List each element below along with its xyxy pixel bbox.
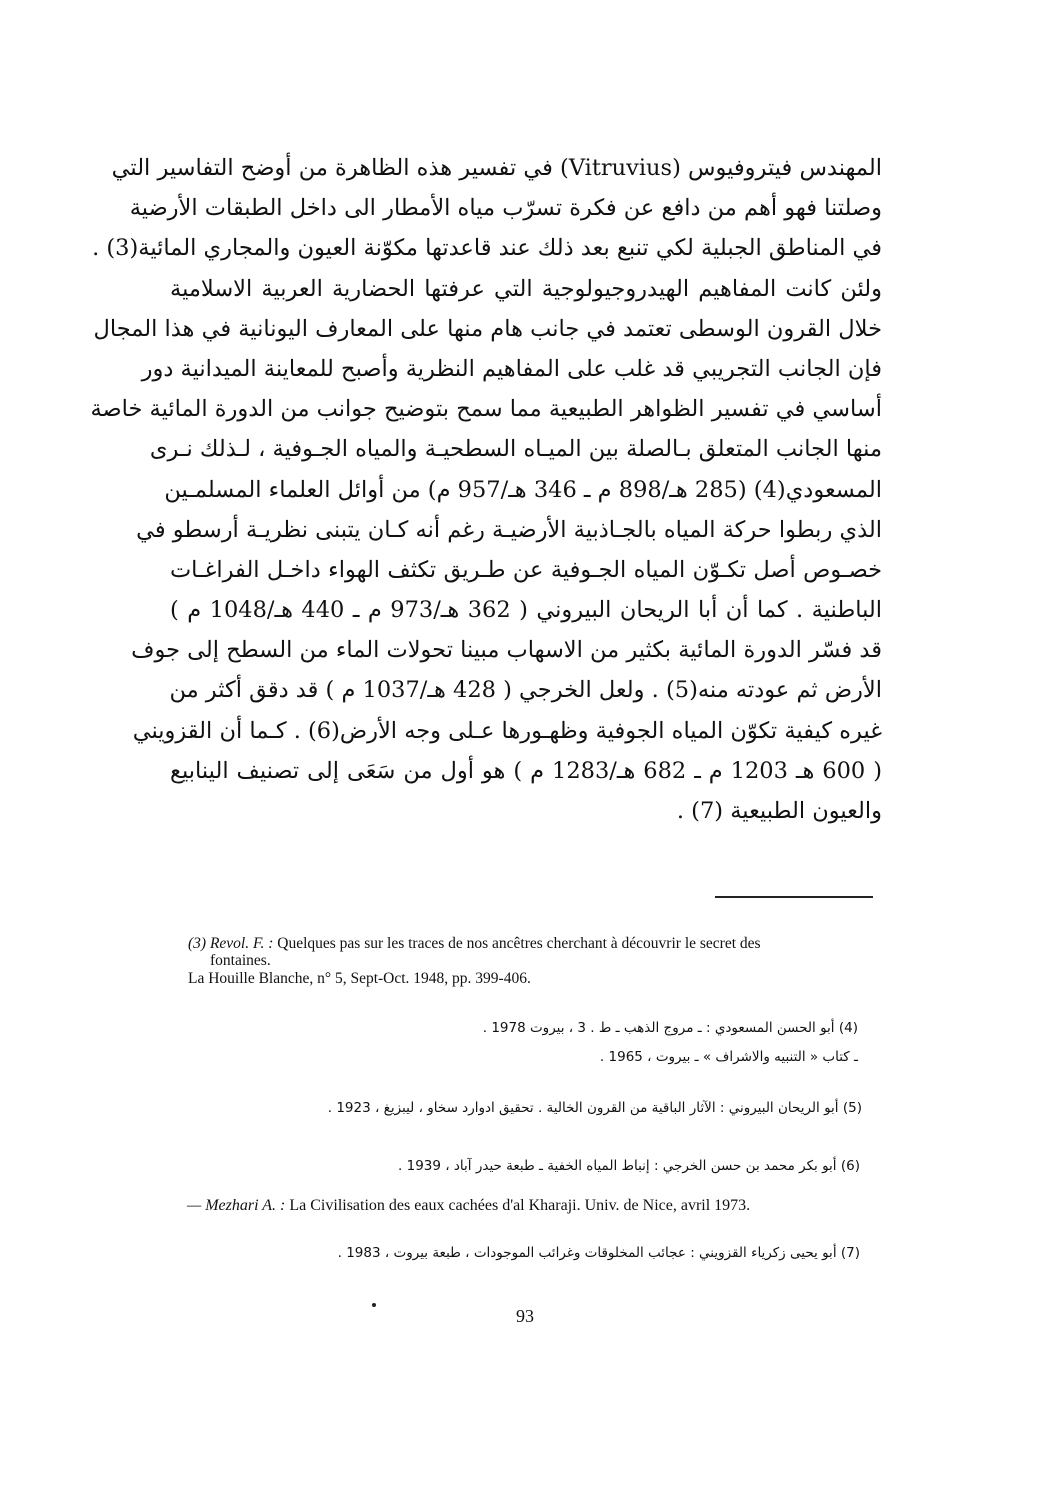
body-line: قد فسّر الدورة المائية بكثير من الاسهاب مبينا تحولات الماء من السطح إلى جوف xyxy=(131,637,882,664)
footnote-3-author: (3) Revol. F. : xyxy=(188,935,274,952)
footnote-5: (5) أبو الريحان البيروني : الآثار الباقية من القرون الخالية . تحقيق ادوارد سخاو ، ليبزيغ ، 1923 . xyxy=(327,1100,862,1116)
footnote-6: (6) أبو بكر محمد بن حسن الخرجي : إنباط المياه الخفية ـ طبعة حيدر آباد ، 1939 . xyxy=(398,1158,860,1174)
body-line: الأرض ثم عودته منه(5) . ولعل الخرجي ( 428 هـ/1037 م ) قد دقق أكثر من xyxy=(169,677,882,704)
footnote-6-latin-title: La Civilisation des eaux cachées d'al Kharaji. Univ. de Nice, avril 1973. xyxy=(285,1197,751,1214)
footnote-6-latin-author: — Mezhari A. : xyxy=(187,1197,286,1214)
body-line: أساسي في تفسير الظواهر الطبيعية مما سمح بتوضيح جوانب من الدورة المائية خاصة xyxy=(90,396,882,423)
body-line: الباطنية . كما أن أبا الريحان البيروني ( 362 هـ/973 م ـ 440 هـ/1048 م ) xyxy=(170,597,882,624)
body-line: في المناطق الجبلية لكي تنبع بعد ذلك عند قاعدتها مكوّنة العيون والمجاري المائية(3) . xyxy=(92,235,882,262)
body-line: المهندس فيتروفيوس (Vitruvius) في تفسير هذه الظاهرة من أوضح التفاسير التي xyxy=(111,155,882,181)
footnote-3-line-1 xyxy=(188,935,888,952)
footnote-4-line-1: (4) أبو الحسن المسعودي : ـ مروج الذهب ـ ط . 3 ، بيروت 1978 . xyxy=(482,1020,858,1036)
body-text xyxy=(90,148,882,831)
footnote-3-line-3: La Houille Blanche, n° 5, Sept-Oct. 1948, pp. 399-406. xyxy=(188,970,531,987)
body-line: خلال القرون الوسطى تعتمد في جانب هام منها على المعارف اليونانية في هذا المجال xyxy=(93,315,882,342)
footnote-3-line-2: fontaines. xyxy=(210,952,271,969)
footnote-6-latin xyxy=(187,1196,750,1216)
page-number: 93 xyxy=(516,1306,534,1326)
footnote-separator xyxy=(715,896,873,898)
footnote-3-title: Quelques pas sur les traces de nos ancêtres cherchant à découvrir le secret des xyxy=(273,935,761,952)
body-line: والعيون الطبيعية (7) . xyxy=(676,798,882,824)
body-line: الذي ربطوا حركة المياه بالجـاذبية الأرضيـة رغم أنه كـان يتبنى نظريـة أرسطو في xyxy=(136,516,882,543)
body-line: المسعودي(4) (285 هـ/898 م ـ 346 هـ/957 م) من أوائل العلماء المسلمـين xyxy=(164,476,882,503)
footnote-7: (7) أبو يحيى زكرياء القزويني : عجائب المخلوقات وغرائب الموجودات ، طبعة بيروت ، 1983 . xyxy=(337,1245,860,1261)
body-line: غيره كيفية تكوّن المياه الجوفية وظهـورها عـلى وجه الأرض(6) . كـما أن القزويني xyxy=(132,717,882,744)
body-line: خصـوص أصل تكـوّن المياه الجـوفية عن طـريق تكثف الهواء داخـل الفراغـات xyxy=(170,556,882,583)
body-line: وصلتنا فهو أهم من دافع عن فكرة تسرّب مياه الأمطار الى داخل الطبقات الأرضية xyxy=(129,195,882,222)
body-line: ( 600 هـ 1203 م ـ 682 هـ/1283 م ) هو أول من سَعَى إلى تصنيف الينابيع xyxy=(170,757,882,784)
body-line: منها الجانب المتعلق بـالصلة بين الميـاه السطحيـة والمياه الجـوفية ، لـذلك نـرى xyxy=(149,436,882,463)
body-line: فإن الجانب التجريبي قد غلب على المفاهيم النظرية وأصبح للمعاينة الميدانية دور xyxy=(141,355,882,382)
footnote-4-line-2: ـ كتاب « التنبيه والاشراف » ـ بيروت ، 1965 . xyxy=(599,1049,858,1065)
body-line: ولئن كانت المفاهيم الهيدروجيولوجية التي عرفتها الحضارية العربية الاسلامية xyxy=(170,275,882,302)
